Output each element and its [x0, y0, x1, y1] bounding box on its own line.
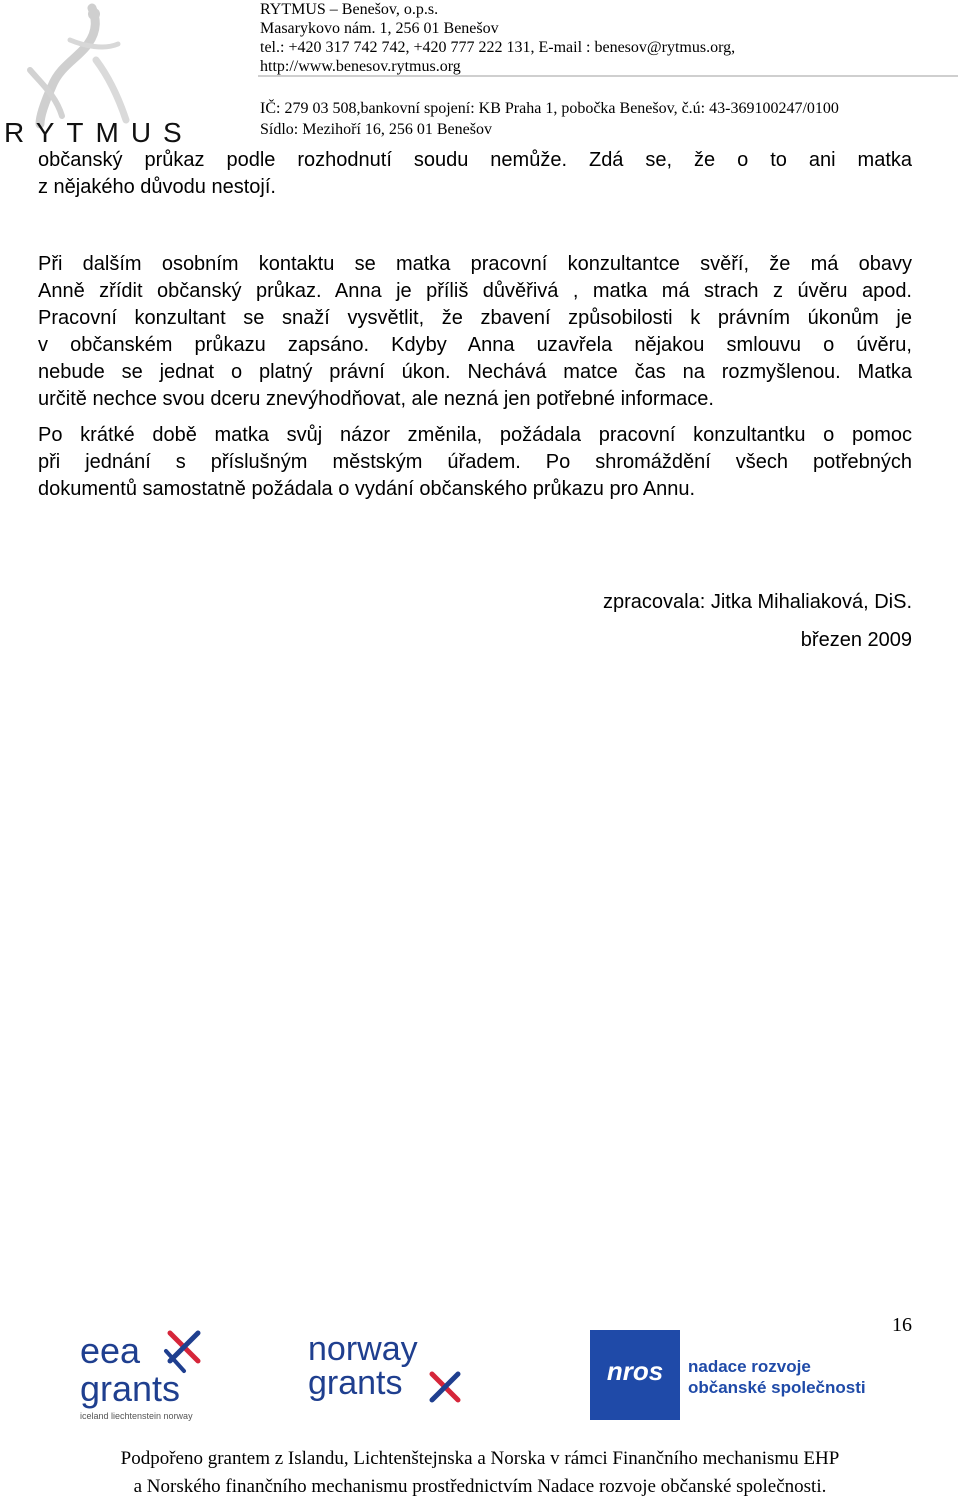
signature: zpracovala: Jitka Mihaliaková, DiS. [602, 591, 912, 613]
nros-logo-mark-text: nros [606, 1356, 664, 1386]
eea-logo-line1: eea [80, 1330, 141, 1371]
header-line: http://www.benesov.rytmus.org [260, 58, 461, 75]
header-contact-block [260, 0, 960, 76]
eea-grants-logo [80, 1325, 220, 1425]
eea-grants-logo-graphic [80, 1325, 220, 1425]
text-line: z nějakého důvodu nestojí. [38, 176, 276, 198]
nros-logo [590, 1330, 870, 1420]
header-line: Sídlo: Mezihoří 16, 256 01 Benešov [260, 121, 492, 138]
date: březen 2009 [800, 629, 912, 651]
nros-logo-text [688, 1356, 866, 1398]
text-line: při jednání s příslušným městským úřadem. Po shromáždění všech potřebných [38, 451, 912, 473]
text-line: Po krátké době matka svůj názor změnila, požádala pracovní konzultantku o pomoc [38, 424, 912, 446]
norway-grants-logo [308, 1330, 473, 1410]
text-line: nebude se jednat o platný právní úkon. Nechává matce čas na rozmyšlenou. Matka [38, 361, 912, 383]
text-line: Anně zřídit občanský průkaz. Anna je příliš důvěřivá , matka má strach z úvěru apod. [38, 280, 912, 302]
rytmus-logo-text: RYTMUS [4, 117, 194, 148]
footer-line: a Norského finančního mechanismu prostřednictvím Nadace rozvoje občanské společnosti. [133, 1476, 827, 1497]
text-line: dokumentů samostatně požádala o vydání občanského průkazu pro Annu. [38, 478, 696, 500]
text-line: Pracovní konzultant se snaží vysvětlit, že zbavení způsobilosti k právním úkonům je [38, 307, 912, 329]
nros-logo-mark [590, 1330, 680, 1420]
text-line: určitě nechce svou dceru znevýhodňovat, ale nezná jen potřebné informace. [38, 388, 714, 410]
norway-logo-line2: grants [308, 1364, 403, 1402]
norway-logo-line1: norway [308, 1330, 418, 1368]
norway-grants-logo-graphic [308, 1330, 473, 1410]
text-line: Při dalším osobním kontaktu se matka pracovní konzultantce svěří, že má obavy [38, 253, 912, 275]
paragraph [38, 251, 912, 413]
nros-logo-line1: nadace rozvoje [688, 1357, 811, 1376]
header-line: IČ: 279 03 508,bankovní spojení: KB Praha 1, pobočka Benešov, č.ú: 43-369100247/0100 [260, 100, 839, 117]
header-line: RYTMUS – Benešov, o.p.s. [260, 1, 439, 18]
nros-logo-line2: občanské společnosti [688, 1378, 866, 1397]
header-line: tel.: +420 317 742 742, +420 777 222 131, E-mail : benesov@rytmus.org, [260, 39, 736, 56]
header-line: Masarykovo nám. 1, 256 01 Benešov [260, 20, 499, 37]
paragraph [38, 147, 912, 201]
text-line: občanský průkaz podle rozhodnutí soudu nemůže. Zdá se, že o to ani matka [38, 149, 912, 171]
header-divider [258, 75, 958, 77]
eea-logo-subtitle: iceland liechtenstein norway [80, 1411, 193, 1421]
page-number: 16 [892, 1314, 912, 1336]
header-registration-block [260, 98, 960, 140]
footer-line: Podpořeno grantem z Islandu, Lichtenštejnska a Norska v rámci Finančního mechanismu EHP [120, 1448, 840, 1469]
footer-funding-note [0, 1445, 960, 1501]
eea-logo-line2: grants [80, 1368, 181, 1409]
paragraph [38, 422, 912, 503]
text-line: v občanském průkazu zapsáno. Kdyby Anna uzavřela nějakou smlouvu o úvěru, [38, 334, 912, 356]
